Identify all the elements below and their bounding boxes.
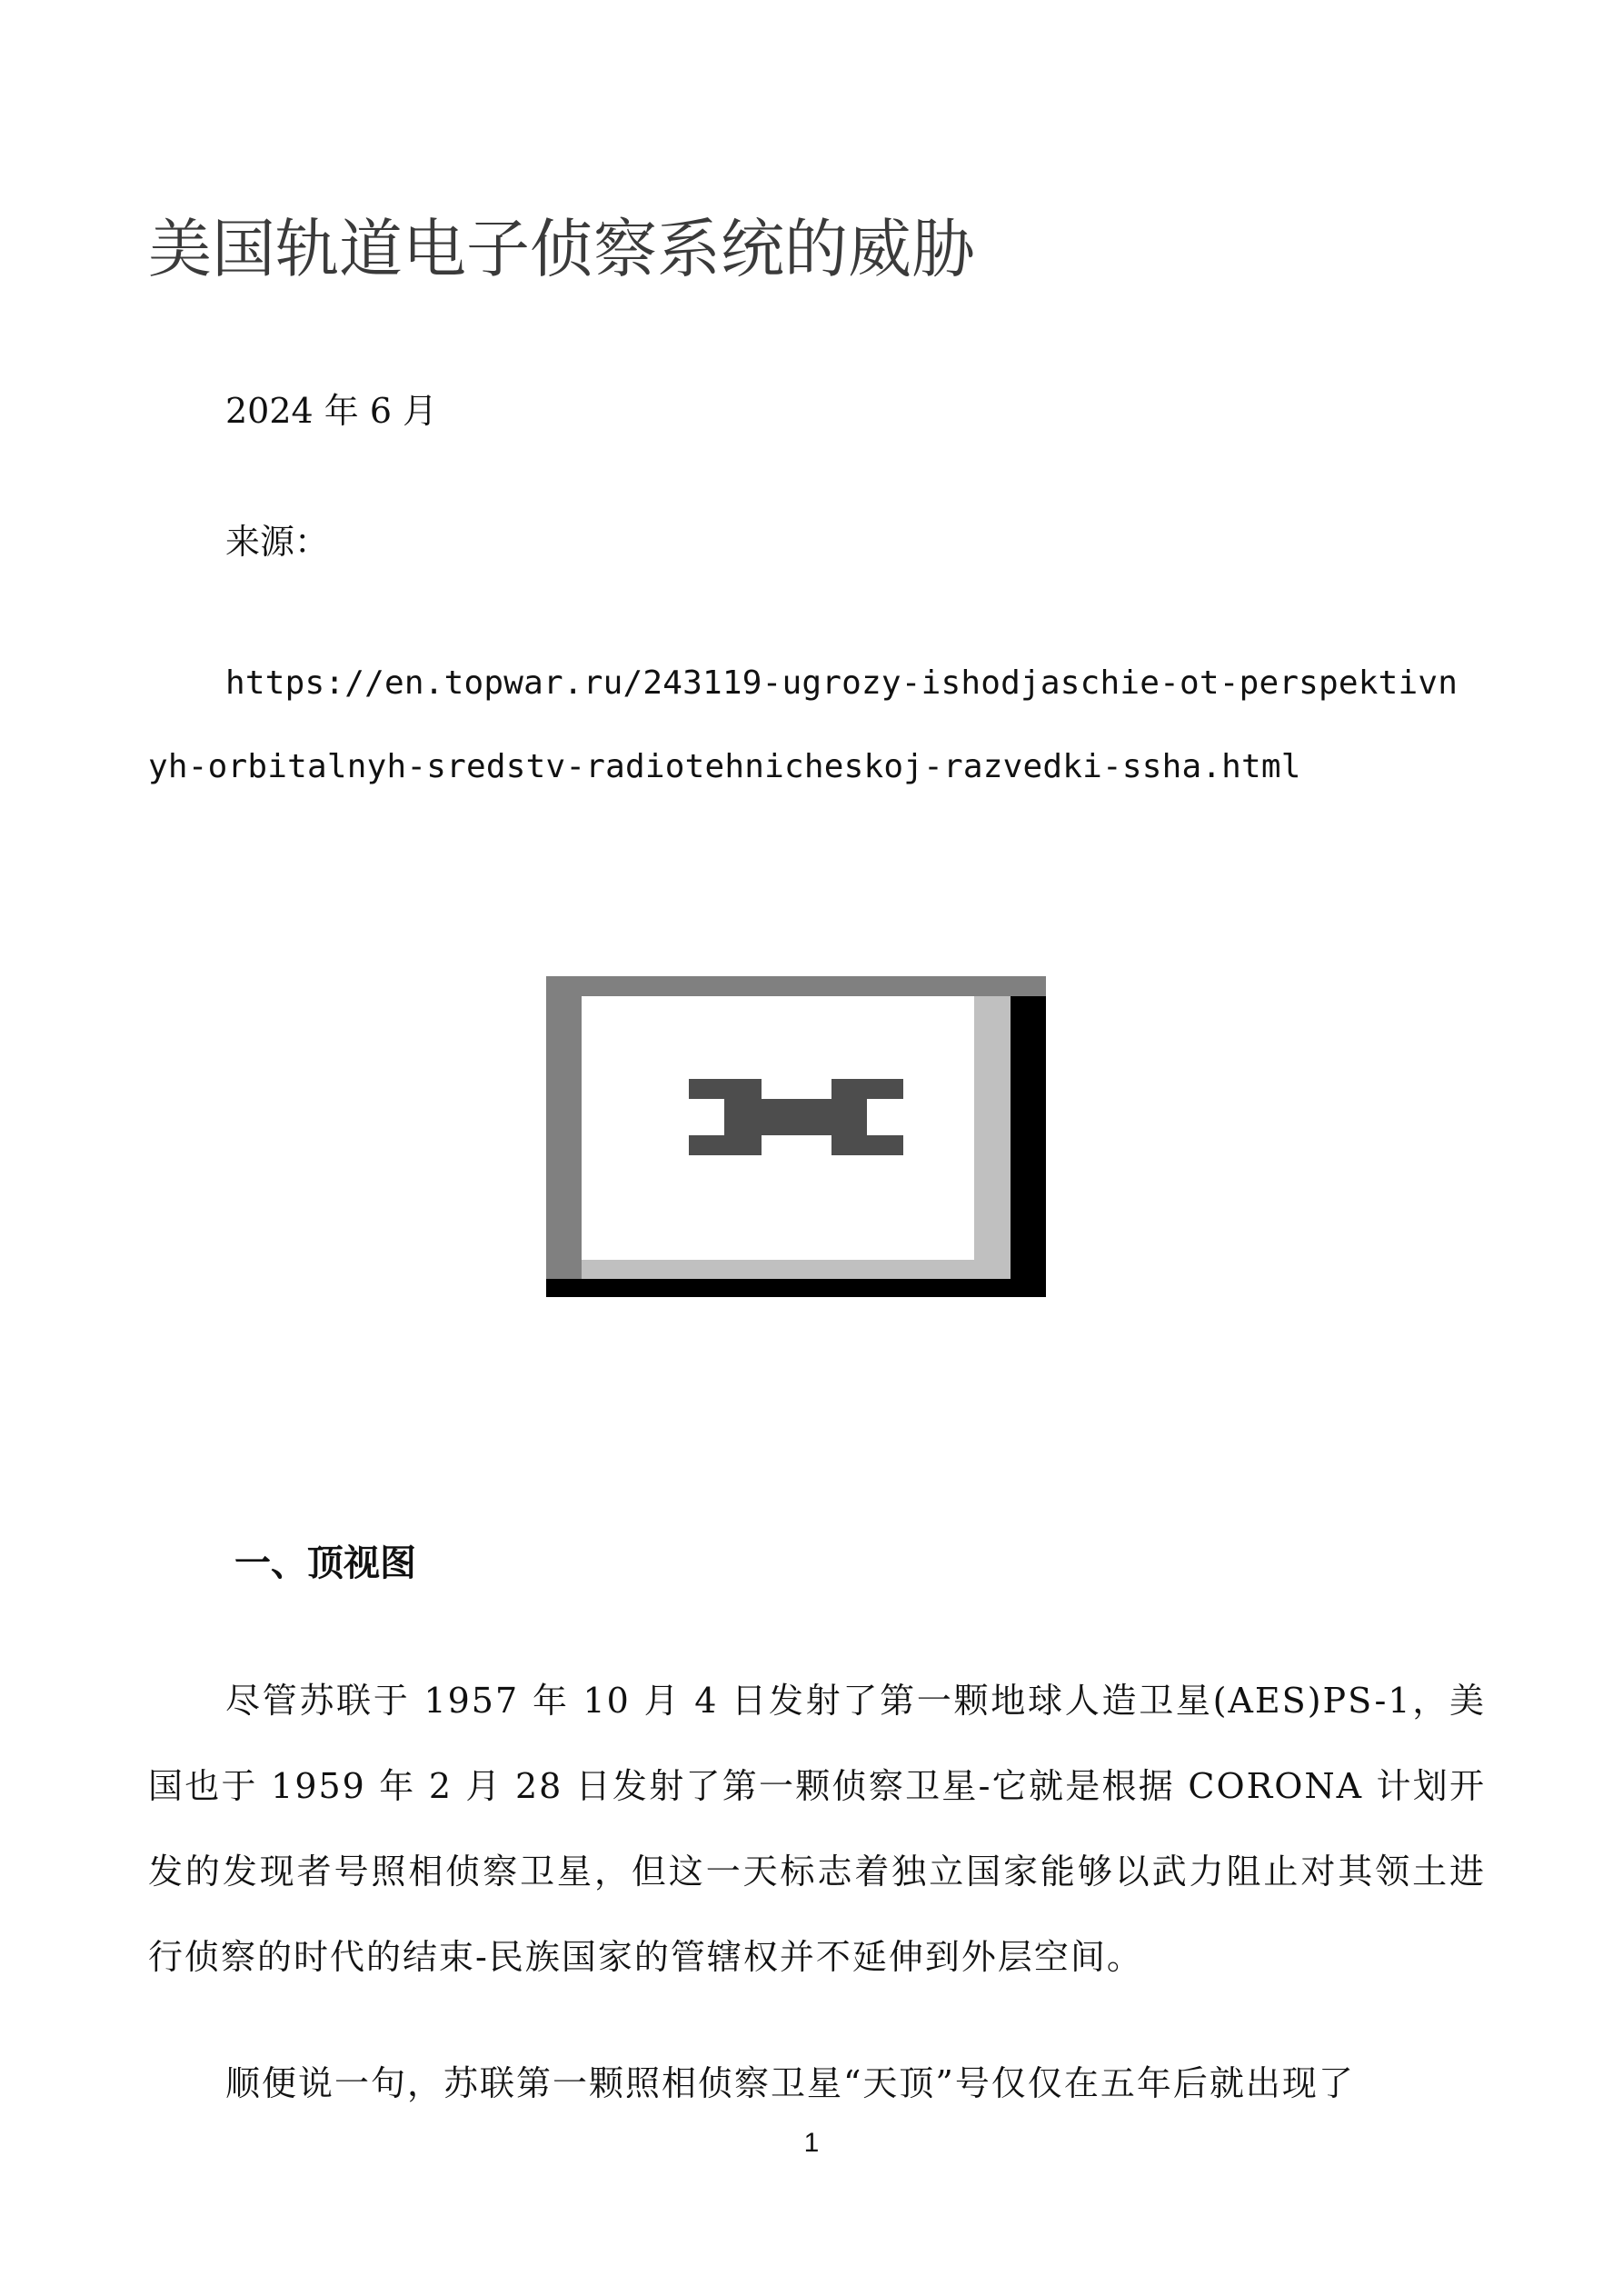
page-title: 美国轨道电子侦察系统的威胁: [148, 212, 975, 286]
section-heading: 一、顶视图: [234, 1542, 416, 1584]
broken-image-placeholder: [546, 976, 1046, 1297]
page-number: 1: [803, 2128, 820, 2158]
broken-image-icon: [546, 976, 1046, 1297]
source-url[interactable]: https://en.topwar.ru/243119-ugrozy-ishodjaschie-ot-perspektivnyh-orbitalnyh-sredstv-radiotehnicheskoj-razvedki-ssha.html: [148, 664, 1459, 785]
body-paragraph: 尽管苏联于 1957 年 10 月 4 日发射了第一颗地球人造卫星(AES)PS-1，美国也于 1959 年 2 月 28 日发射了第一颗侦察卫星-它就是根据 CORONA 计划开发的发现者号照相侦察卫星，但这一天标志着独立国家能够以武力阻止对其领土进行侦察的时代的结束-民族国家的管辖权并不延伸到外层空间。: [148, 1681, 1486, 1977]
source-label: 来源：: [225, 522, 330, 562]
publication-date: 2024 年 6 月: [225, 391, 438, 431]
body-paragraph: 顺便说一句，苏联第一颗照相侦察卫星“天顶”号仅仅在五年后就出现了: [225, 2063, 1355, 2103]
